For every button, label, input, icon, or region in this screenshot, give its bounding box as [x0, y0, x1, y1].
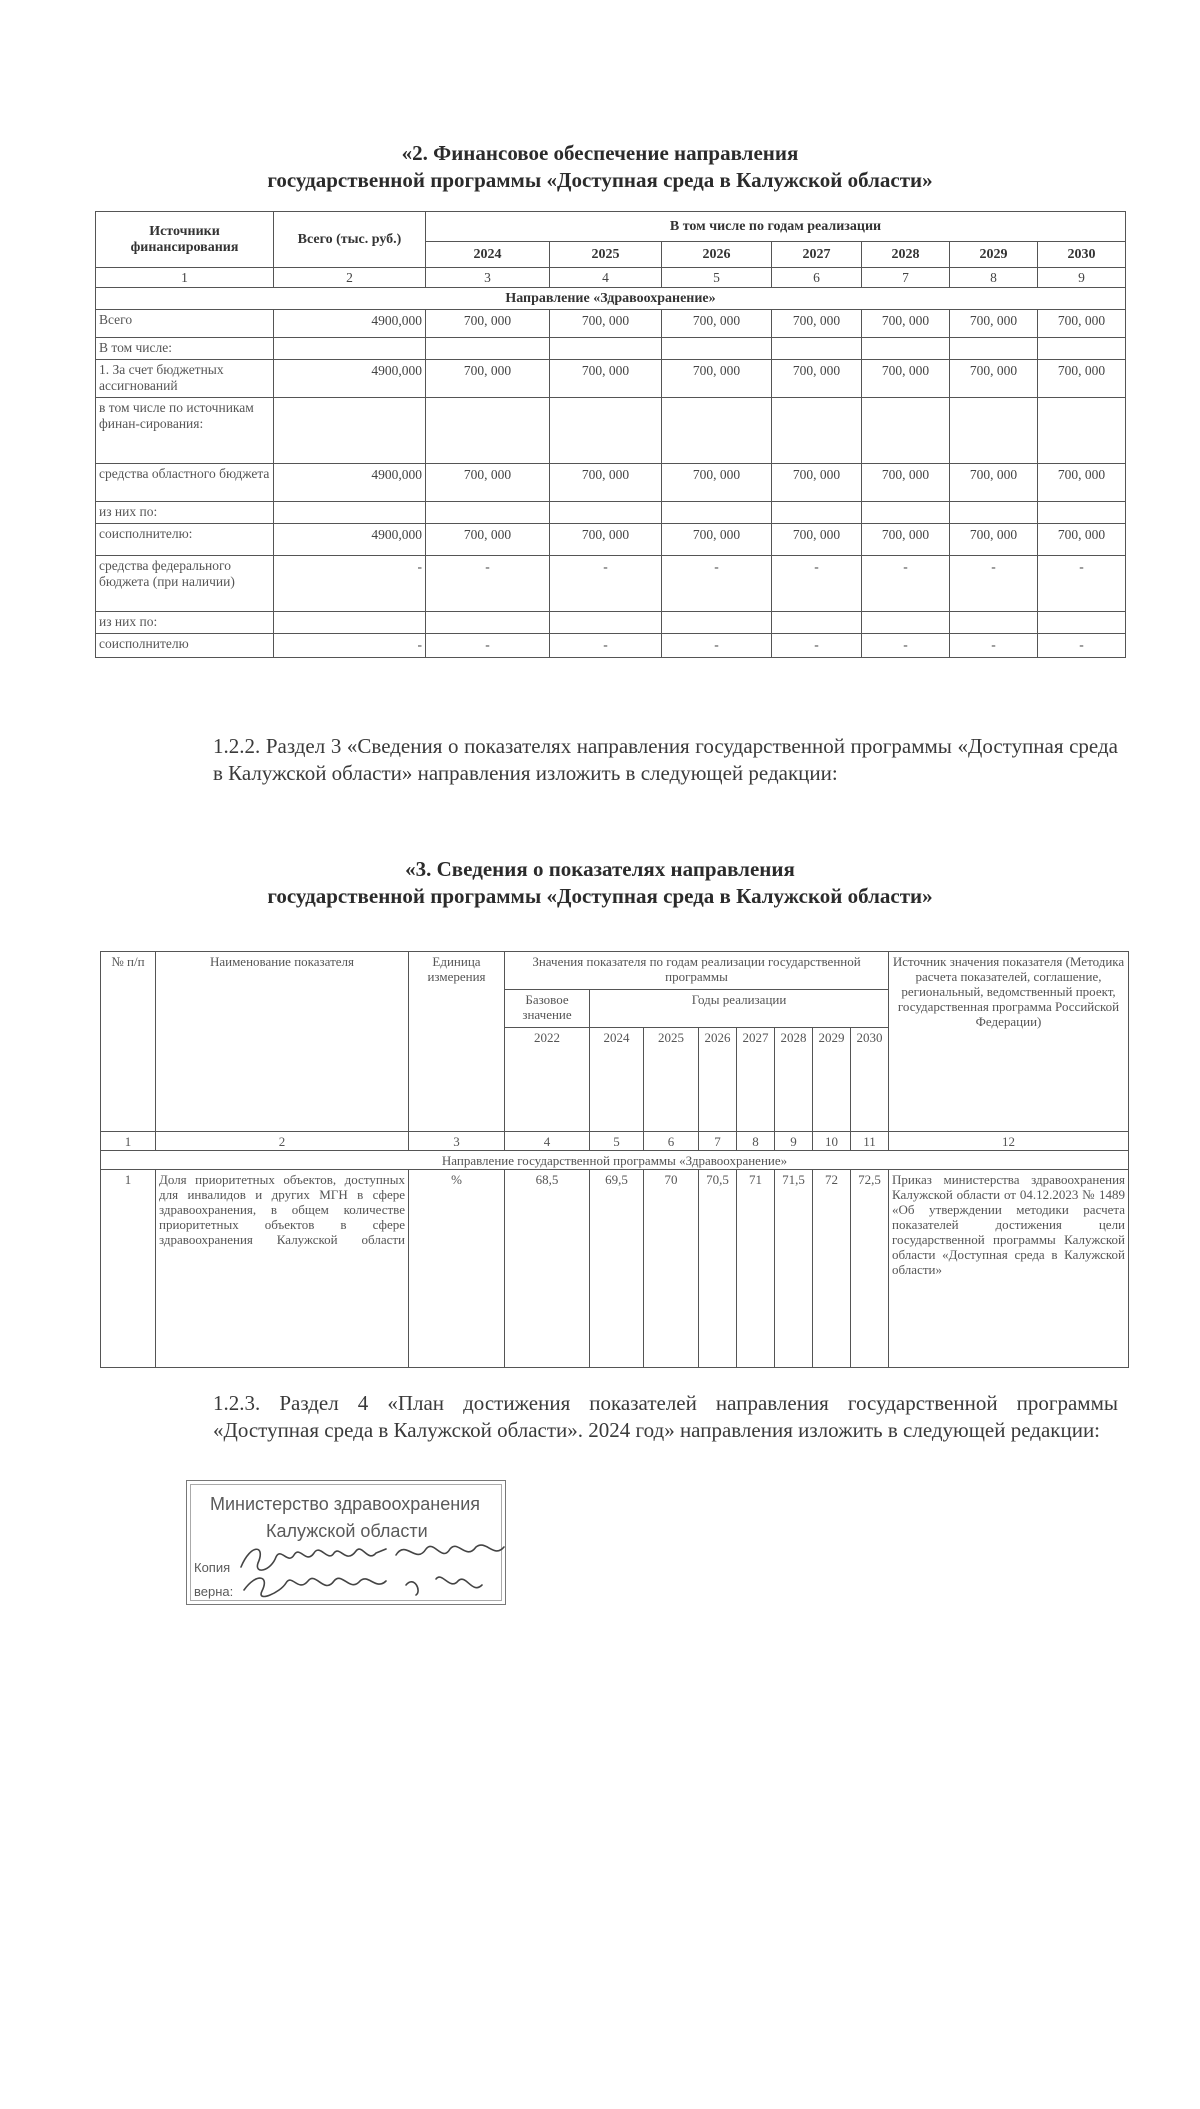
- column-number: 7: [862, 268, 950, 288]
- column-number: 9: [1038, 268, 1126, 288]
- financing-row-value: 700, 000: [550, 360, 662, 398]
- handwritten-signature: [236, 1535, 556, 1605]
- header-year: 2024: [590, 1028, 644, 1132]
- header-unit: Единица измерения: [409, 952, 505, 1132]
- column-number: 3: [409, 1132, 505, 1151]
- header-sources: Источники финансирования: [96, 212, 274, 268]
- financing-row-value: -: [862, 634, 950, 658]
- financing-row-value: [1038, 398, 1126, 464]
- column-number: 7: [699, 1132, 737, 1151]
- column-number: 4: [505, 1132, 590, 1151]
- financing-row-value: 700, 000: [950, 360, 1038, 398]
- column-number: 1: [101, 1132, 156, 1151]
- financing-row-value: 700, 000: [772, 360, 862, 398]
- financing-row: [96, 612, 1126, 634]
- column-number: 8: [737, 1132, 775, 1151]
- financing-row-value: [1038, 502, 1126, 524]
- column-number: 9: [775, 1132, 813, 1151]
- column-number: 2: [274, 268, 426, 288]
- column-number: 8: [950, 268, 1038, 288]
- financing-row-total: 4900,000: [274, 464, 426, 502]
- direction-row: Направление государственной программы «Здравоохранение»: [101, 1151, 1129, 1170]
- financing-row: [96, 464, 1126, 502]
- section3-title: [0, 856, 1200, 910]
- financing-row-label: Всего: [96, 310, 274, 338]
- financing-row-value: [950, 502, 1038, 524]
- financing-row-value: -: [772, 634, 862, 658]
- indicator-name: Доля приоритетных объектов, доступных для инвалидов и других МГН в сфере здравоохранения, в общем количестве приоритетных объектов в сфере здравоохранения Калужской области: [156, 1170, 409, 1368]
- indicator-unit: %: [409, 1170, 505, 1368]
- financing-row-value: [662, 338, 772, 360]
- financing-row-value: -: [550, 556, 662, 612]
- financing-row-value: 700, 000: [426, 360, 550, 398]
- financing-row: [96, 634, 1126, 658]
- column-numbers-row: [101, 1132, 1129, 1151]
- financing-row-value: [550, 502, 662, 524]
- financing-row-value: 700, 000: [772, 524, 862, 556]
- financing-row-value: 700, 000: [426, 464, 550, 502]
- financing-row-label: 1. За счет бюджетных ассигнований: [96, 360, 274, 398]
- stamp-true-label: верна:: [194, 1584, 234, 1599]
- financing-row-value: 700, 000: [426, 524, 550, 556]
- header-year: 2025: [550, 242, 662, 268]
- financing-row-value: -: [950, 556, 1038, 612]
- financing-row-value: [550, 338, 662, 360]
- financing-row-label: средства областного бюджета: [96, 464, 274, 502]
- header-year: 2027: [772, 242, 862, 268]
- financing-row-value: [772, 612, 862, 634]
- indicator-value: 70,5: [699, 1170, 737, 1368]
- column-number: 3: [426, 268, 550, 288]
- financing-row-label: соисполнителю:: [96, 524, 274, 556]
- financing-row-value: [426, 338, 550, 360]
- financing-table: [95, 211, 1126, 658]
- stamp-region: Калужской области: [266, 1521, 428, 1541]
- financing-row-value: [862, 338, 950, 360]
- financing-row-value: 700, 000: [662, 464, 772, 502]
- indicator-value: 71,5: [775, 1170, 813, 1368]
- financing-row-value: -: [1038, 634, 1126, 658]
- financing-row-value: [862, 612, 950, 634]
- financing-row-value: [862, 502, 950, 524]
- financing-row-total: -: [274, 556, 426, 612]
- financing-row-value: -: [426, 556, 550, 612]
- financing-row-value: [772, 502, 862, 524]
- financing-table-body: [96, 310, 1126, 658]
- financing-row: [96, 556, 1126, 612]
- column-numbers-row: [96, 268, 1126, 288]
- indicator-value: 71: [737, 1170, 775, 1368]
- financing-row-total: [274, 502, 426, 524]
- financing-row: [96, 310, 1126, 338]
- financing-row-value: [1038, 612, 1126, 634]
- header-base-year: 2022: [505, 1028, 590, 1132]
- paragraph-1-2-3: 1.2.3. Раздел 4 «План достижения показателей направления государственной программы «Доступная среда в Калужской области». 2024 год» направления изложить в следующей редакции:: [213, 1391, 1118, 1442]
- financing-row-value: 700, 000: [1038, 524, 1126, 556]
- header-years-group: В том числе по годам реализации: [426, 212, 1126, 242]
- financing-row-value: [550, 612, 662, 634]
- header-num: № п/п: [101, 952, 156, 1132]
- financing-row-total: [274, 398, 426, 464]
- indicators-table: [100, 951, 1129, 1368]
- financing-row-total: -: [274, 634, 426, 658]
- section2-title-line1: «2. Финансовое обеспечение направления: [401, 141, 799, 165]
- financing-row-value: 700, 000: [1038, 310, 1126, 338]
- financing-row-value: 700, 000: [1038, 360, 1126, 398]
- financing-row: [96, 338, 1126, 360]
- financing-row-value: [426, 502, 550, 524]
- financing-row-value: 700, 000: [662, 310, 772, 338]
- financing-row-value: [950, 398, 1038, 464]
- financing-row-value: -: [950, 634, 1038, 658]
- section3-title-line1: «3. Сведения о показателях направления: [405, 857, 795, 881]
- financing-row-value: [426, 612, 550, 634]
- financing-row-value: [662, 612, 772, 634]
- header-year: 2028: [775, 1028, 813, 1132]
- header-year: 2026: [699, 1028, 737, 1132]
- financing-row-value: 700, 000: [862, 524, 950, 556]
- financing-row-value: 700, 000: [772, 464, 862, 502]
- indicator-row: [101, 1170, 1129, 1368]
- financing-row-label: из них по:: [96, 502, 274, 524]
- financing-row-value: [662, 398, 772, 464]
- indicator-base-value: 68,5: [505, 1170, 590, 1368]
- financing-row-total: [274, 612, 426, 634]
- indicator-num: 1: [101, 1170, 156, 1368]
- column-number: 12: [889, 1132, 1129, 1151]
- financing-row-value: [772, 338, 862, 360]
- financing-row-value: 700, 000: [862, 360, 950, 398]
- financing-row-value: -: [550, 634, 662, 658]
- header-year: 2030: [1038, 242, 1126, 268]
- financing-row-value: [862, 398, 950, 464]
- header-implementation-years: Годы реализации: [590, 990, 889, 1028]
- header-year: 2029: [950, 242, 1038, 268]
- financing-row-value: 700, 000: [862, 310, 950, 338]
- financing-row-value: 700, 000: [1038, 464, 1126, 502]
- header-indicator-name: Наименование показателя: [156, 952, 409, 1132]
- financing-row-value: 700, 000: [862, 464, 950, 502]
- column-number: 6: [772, 268, 862, 288]
- header-year: 2030: [851, 1028, 889, 1132]
- section3-title-line2: государственной программы «Доступная среда в Калужской области»: [267, 884, 933, 908]
- header-year: 2025: [644, 1028, 699, 1132]
- financing-row-value: -: [862, 556, 950, 612]
- financing-row-value: [950, 338, 1038, 360]
- stamp-labels: [194, 1556, 233, 1604]
- column-number: 2: [156, 1132, 409, 1151]
- financing-row-label: средства федерального бюджета (при наличии): [96, 556, 274, 612]
- financing-row-value: 700, 000: [950, 464, 1038, 502]
- header-year: 2029: [813, 1028, 851, 1132]
- financing-row-value: -: [662, 634, 772, 658]
- column-number: 4: [550, 268, 662, 288]
- financing-row: [96, 398, 1126, 464]
- financing-row-value: 700, 000: [550, 310, 662, 338]
- financing-row-label: из них по:: [96, 612, 274, 634]
- financing-row-total: 4900,000: [274, 310, 426, 338]
- column-number: 1: [96, 268, 274, 288]
- stamp-ministry: Министерство здравоохранения: [210, 1494, 480, 1514]
- financing-row-value: -: [1038, 556, 1126, 612]
- section2-title: [0, 140, 1200, 194]
- financing-row-value: 700, 000: [772, 310, 862, 338]
- column-number: 5: [590, 1132, 644, 1151]
- financing-row-total: 4900,000: [274, 360, 426, 398]
- column-number: 5: [662, 268, 772, 288]
- column-number: 6: [644, 1132, 699, 1151]
- indicator-value: 69,5: [590, 1170, 644, 1368]
- indicator-value: 72,5: [851, 1170, 889, 1368]
- financing-row-value: 700, 000: [426, 310, 550, 338]
- header-year: 2026: [662, 242, 772, 268]
- financing-row-value: 700, 000: [950, 524, 1038, 556]
- financing-row-label: соисполнителю: [96, 634, 274, 658]
- financing-row-value: [426, 398, 550, 464]
- financing-row-total: [274, 338, 426, 360]
- financing-row-value: 700, 000: [550, 524, 662, 556]
- header-year: 2024: [426, 242, 550, 268]
- indicator-value: 72: [813, 1170, 851, 1368]
- paragraph-1-2-2: 1.2.2. Раздел 3 «Сведения о показателях направления государственной программы «Доступная среда в Калужской области» направления изложить в следующей редакции:: [213, 734, 1118, 785]
- financing-row-value: [662, 502, 772, 524]
- financing-row-label: в том числе по источникам финан-сирования:: [96, 398, 274, 464]
- header-year: 2027: [737, 1028, 775, 1132]
- financing-row-value: -: [426, 634, 550, 658]
- financing-row-value: [1038, 338, 1126, 360]
- financing-row-total: 4900,000: [274, 524, 426, 556]
- financing-row-label: В том числе:: [96, 338, 274, 360]
- financing-row-value: -: [662, 556, 772, 612]
- stamp-copy-label: Копия: [194, 1560, 231, 1575]
- financing-row-value: [950, 612, 1038, 634]
- financing-row-value: [772, 398, 862, 464]
- header-base-value: Базовое значение: [505, 990, 590, 1028]
- financing-row-value: [550, 398, 662, 464]
- section2-title-line2: государственной программы «Доступная среда в Калужской области»: [267, 168, 933, 192]
- financing-row: [96, 524, 1126, 556]
- header-values-group: Значения показателя по годам реализации государственной программы: [505, 952, 889, 990]
- financing-row-value: 700, 000: [662, 524, 772, 556]
- column-number: 10: [813, 1132, 851, 1151]
- header-year: 2028: [862, 242, 950, 268]
- copy-certification-stamp: [186, 1480, 506, 1605]
- financing-row-value: -: [772, 556, 862, 612]
- indicator-source: Приказ министерства здравоохранения Калужской области от 04.12.2023 № 1489 «Об утверждении методики расчета показателей достижения цели государственной программы Калужской области «Доступная среда в Калужской области»: [889, 1170, 1129, 1368]
- financing-row-value: 700, 000: [950, 310, 1038, 338]
- header-total: Всего (тыс. руб.): [274, 212, 426, 268]
- column-number: 11: [851, 1132, 889, 1151]
- indicator-value: 70: [644, 1170, 699, 1368]
- direction-row: Направление «Здравоохранение»: [96, 288, 1126, 310]
- financing-row: [96, 360, 1126, 398]
- financing-row: [96, 502, 1126, 524]
- financing-row-value: 700, 000: [662, 360, 772, 398]
- header-source: Источник значения показателя (Методика расчета показателей, соглашение, региональный, ведомственный проект, государственная программа Российской Федерации): [889, 952, 1129, 1132]
- financing-row-value: 700, 000: [550, 464, 662, 502]
